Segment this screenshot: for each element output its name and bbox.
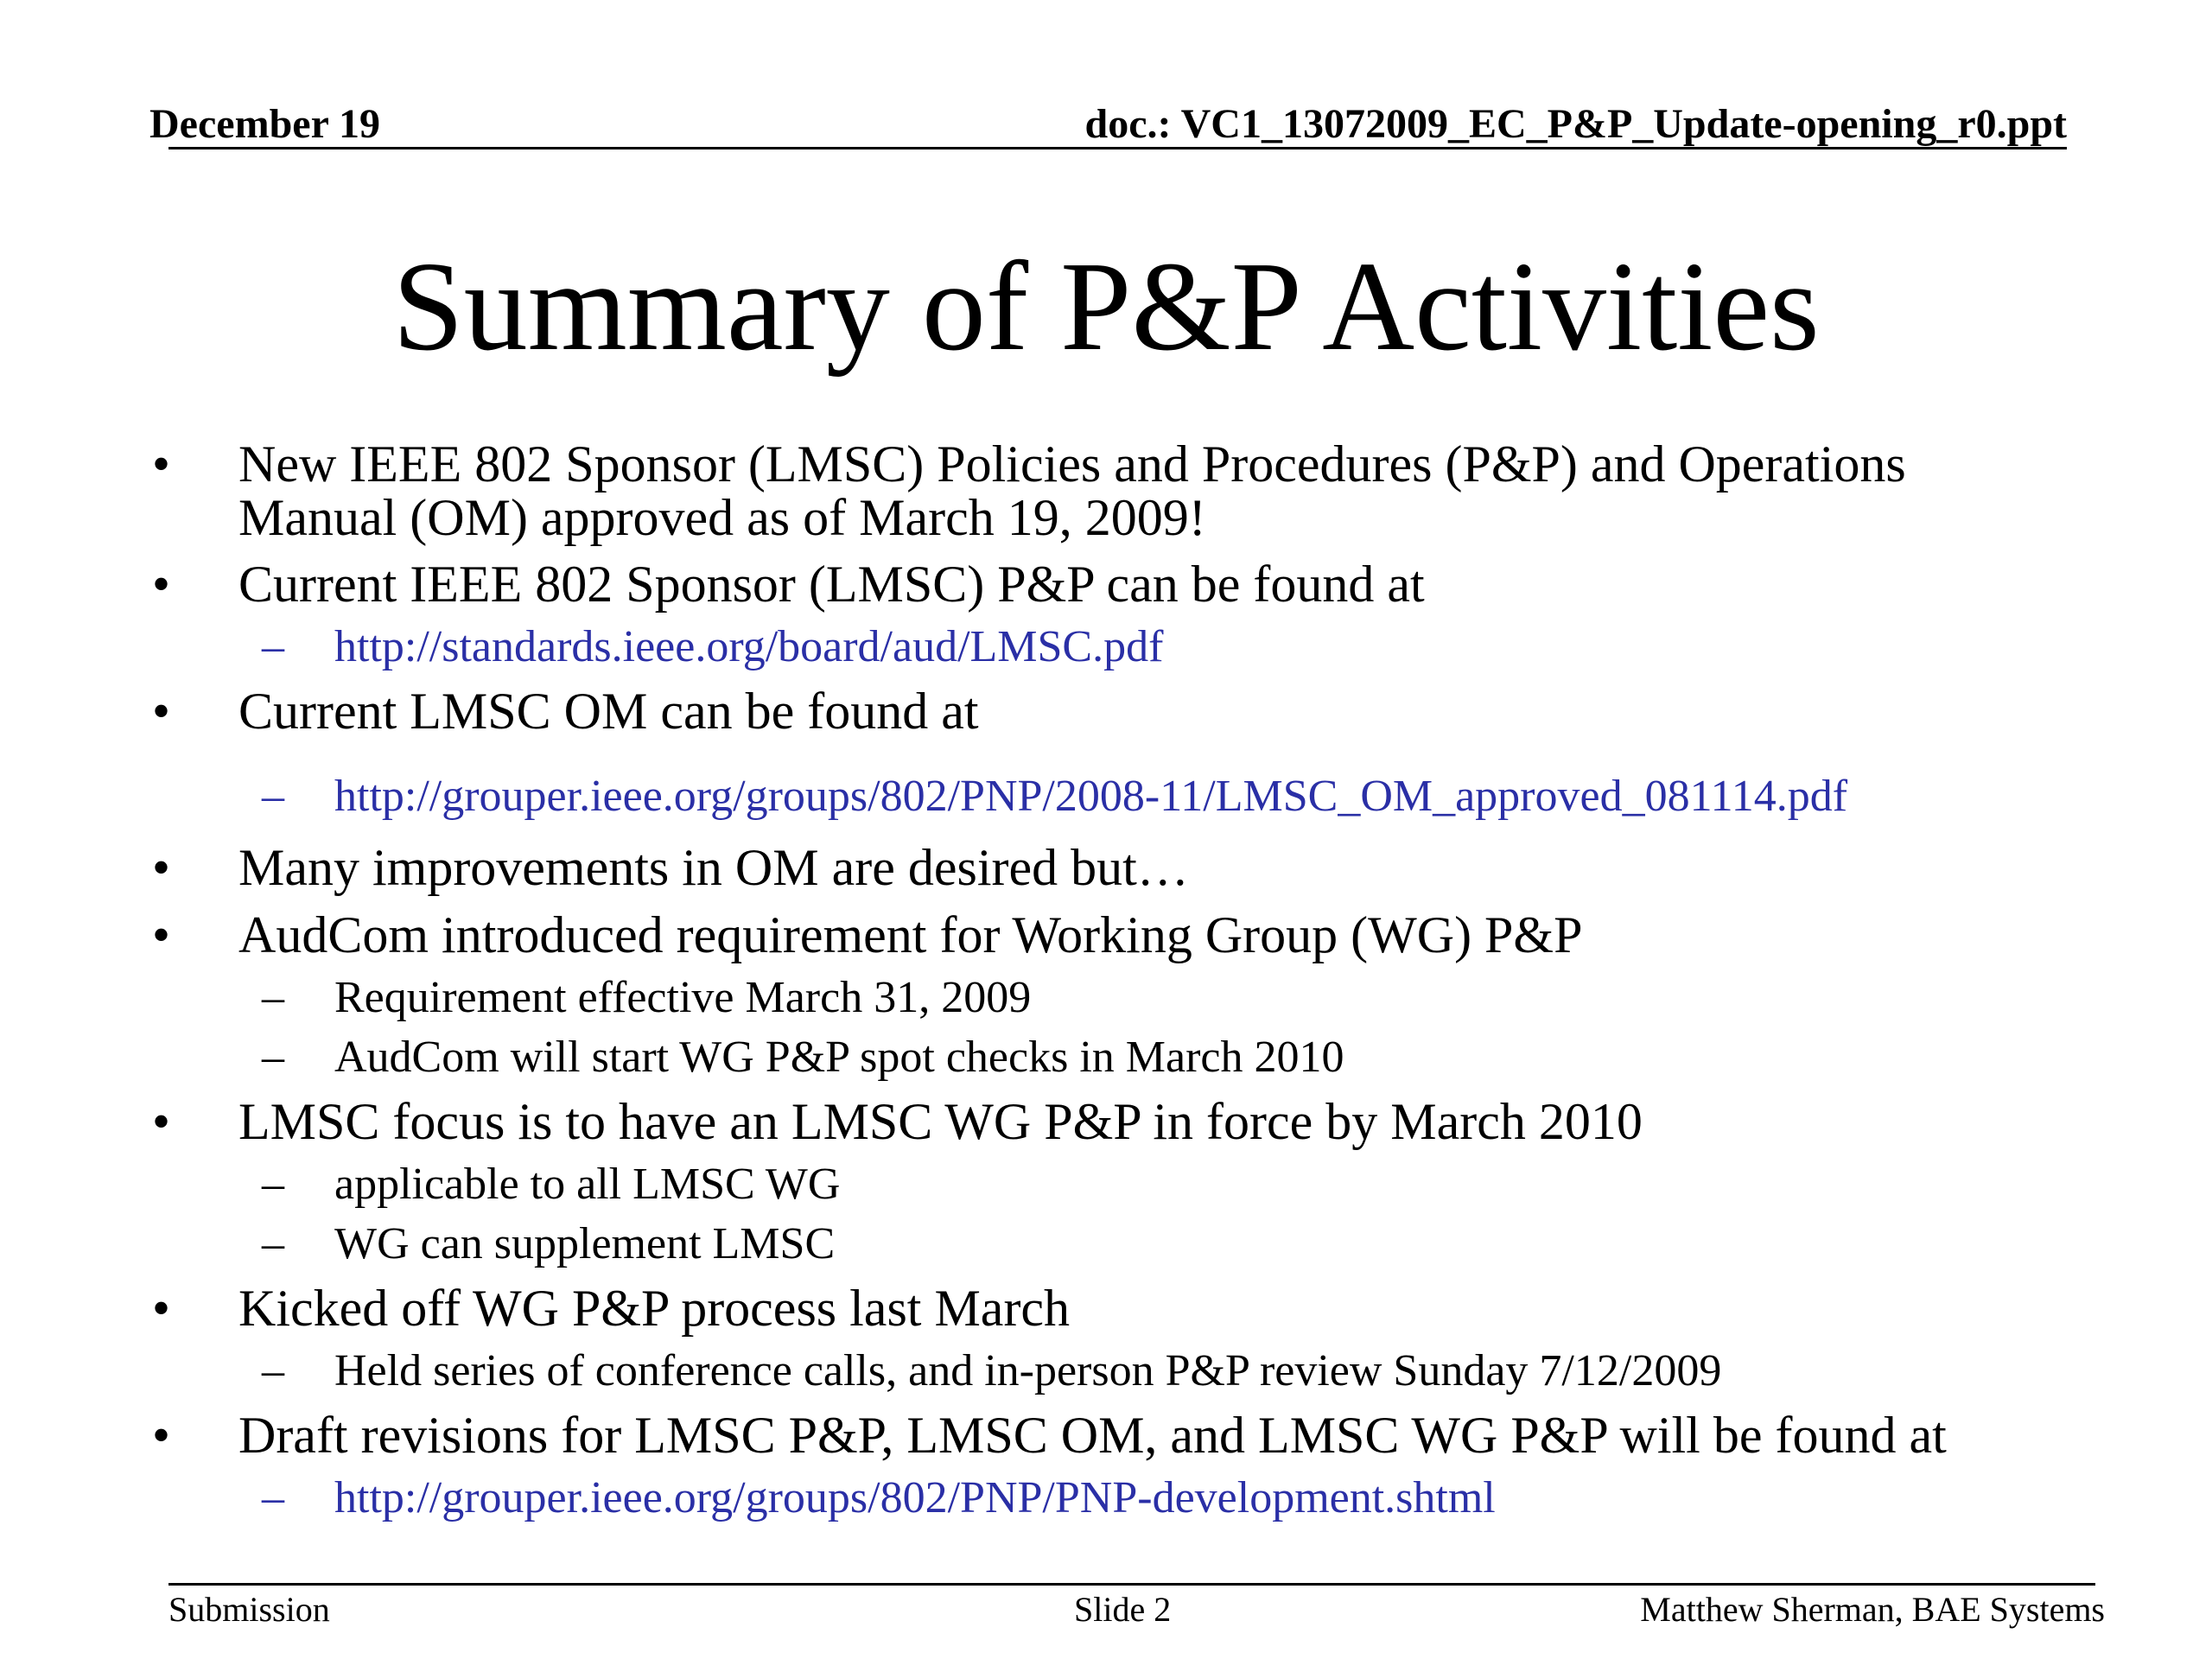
sub-bullet-marker: – — [262, 973, 284, 1022]
bullet-3-text: Current LMSC OM can be found at — [238, 683, 979, 740]
sub-bullet-marker: – — [262, 772, 284, 821]
bullet-marker: • — [152, 1280, 171, 1337]
bullet-8-text: Draft revisions for LMSC P&P, LMSC OM, and LMSC WG P&P will be found at — [238, 1407, 1947, 1464]
slide-title: Summary of P&P Activities — [392, 236, 1820, 378]
sub-bullet-marker: – — [262, 1473, 284, 1522]
bullet-1-line-1: New IEEE 802 Sponsor (LMSC) Policies and Procedures (P&P) and Operations — [238, 435, 1906, 493]
footer-divider — [168, 1583, 2095, 1586]
bullet-5-text: AudCom introduced requirement for Working Group (WG) P&P — [238, 906, 1583, 963]
sub-bullet-6-2: WG can supplement LMSC — [334, 1219, 836, 1268]
bullet-marker: • — [152, 1407, 171, 1464]
bullet-6-text: LMSC focus is to have an LMSC WG P&P in force by March 2010 — [238, 1093, 1643, 1150]
bullet-marker: • — [152, 839, 171, 896]
header-doc-id: doc.: VC1_13072009_EC_P&P_Update-opening_r0.ppt — [1084, 101, 2067, 147]
bullet-7-text: Kicked off WG P&P process last March — [238, 1280, 1071, 1337]
sub-bullet-6-1: applicable to all LMSC WG — [334, 1160, 841, 1209]
pnp-development-link[interactable]: http://grouper.ieee.org/groups/802/PNP/PNP-development.shtml — [334, 1473, 1496, 1522]
bullet-marker: • — [152, 1093, 171, 1150]
header-date: December 19 — [149, 101, 380, 147]
lmsc-pp-link[interactable]: http://standards.ieee.org/board/aud/LMSC.pdf — [334, 622, 1164, 671]
lmsc-om-link[interactable]: http://grouper.ieee.org/groups/802/PNP/2008-11/LMSC_OM_approved_081114.pdf — [334, 772, 1848, 821]
sub-bullet-marker: – — [262, 1033, 284, 1082]
sub-bullet-7-1: Held series of conference calls, and in-person P&P review Sunday 7/12/2009 — [334, 1346, 1722, 1395]
bullet-4-text: Many improvements in OM are desired but… — [238, 839, 1189, 896]
sub-bullet-marker: – — [262, 622, 284, 671]
bullet-marker: • — [152, 683, 171, 740]
sub-bullet-marker: – — [262, 1160, 284, 1209]
bullet-marker: • — [152, 906, 171, 963]
bullet-marker: • — [152, 556, 171, 613]
bullet-2-text: Current IEEE 802 Sponsor (LMSC) P&P can be found at — [238, 556, 1425, 613]
bullet-1-line-2: Manual (OM) approved as of March 19, 2009! — [238, 489, 1206, 546]
sub-bullet-marker: – — [262, 1346, 284, 1395]
footer-author: Matthew Sherman, BAE Systems — [1640, 1590, 2105, 1629]
sub-bullet-5-1: Requirement effective March 31, 2009 — [334, 973, 1032, 1022]
bullet-marker: • — [152, 435, 171, 493]
footer-slide-number: Slide 2 — [1074, 1590, 1172, 1629]
footer-submission: Submission — [168, 1590, 330, 1629]
sub-bullet-5-2: AudCom will start WG P&P spot checks in March 2010 — [334, 1033, 1344, 1082]
sub-bullet-marker: – — [262, 1219, 284, 1268]
